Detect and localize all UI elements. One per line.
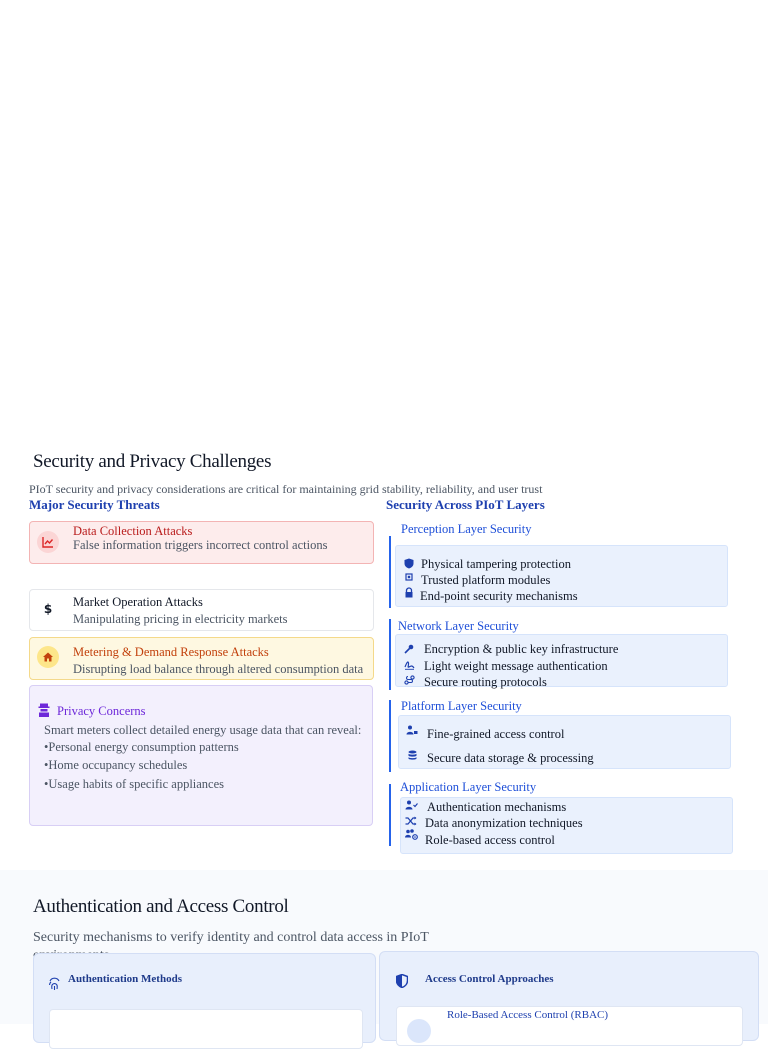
- application-box: [400, 797, 733, 854]
- layer-divider: [389, 784, 391, 846]
- perception-box: [395, 545, 728, 607]
- auth-method-card[interactable]: [49, 1009, 363, 1049]
- shield-icon: [403, 558, 415, 573]
- network-box: [395, 634, 728, 687]
- threat-title: Market Operation Attacks: [73, 595, 203, 609]
- privacy-item: Home occupancy schedules: [48, 758, 188, 772]
- layer-title-perception: Perception Layer Security: [401, 522, 532, 536]
- approach-title: Role-Based Access Control (RBAC): [447, 1009, 609, 1021]
- platform-box: [398, 715, 731, 769]
- panel-title: Access Control Approaches: [425, 973, 554, 985]
- threats-heading: Major Security Threats: [29, 497, 160, 512]
- chip-icon: [403, 572, 415, 586]
- list-item: Data anonymization techniques: [425, 816, 583, 830]
- chart-line-icon: [37, 531, 59, 553]
- list-item: Trusted platform modules: [421, 573, 551, 587]
- threat-title: Metering & Demand Response Attacks: [73, 645, 269, 659]
- list-item: •Usage habits of specific appliances: [44, 777, 225, 791]
- key-icon: [403, 644, 415, 658]
- list-item: •Home occupancy schedules: [44, 758, 188, 772]
- layers-heading: Security Across PIoT Layers: [386, 497, 545, 512]
- user-lock-icon: [406, 725, 418, 739]
- layer-divider: [389, 536, 391, 608]
- list-item: Secure data storage & processing: [427, 751, 594, 765]
- shield-half-icon: [396, 974, 408, 988]
- privacy-item: Usage habits of specific appliances: [48, 777, 225, 791]
- list-item: End-point security mechanisms: [420, 589, 578, 603]
- list-item: Fine-grained access control: [427, 727, 565, 741]
- signature-icon: [403, 660, 415, 674]
- home-icon: [37, 646, 59, 668]
- database-icon: [406, 750, 418, 764]
- access-approach-card[interactable]: [396, 1006, 743, 1046]
- route-icon: [403, 675, 415, 689]
- layer-title-platform: Platform Layer Security: [401, 699, 522, 713]
- privacy-intro: Smart meters collect detailed energy usage data that can reveal:: [44, 723, 362, 737]
- list-item: Encryption & public key infrastructure: [424, 642, 619, 656]
- list-item: •Personal energy consumption patterns: [44, 740, 239, 754]
- threat-desc: Disrupting load balance through altered consumption data: [73, 662, 364, 676]
- privacy-card[interactable]: [29, 685, 373, 826]
- panel-title: Authentication Methods: [68, 973, 182, 985]
- list-item: Physical tampering protection: [421, 557, 571, 571]
- threat-desc: Manipulating pricing in electricity markets: [73, 612, 288, 626]
- lock-icon: [403, 587, 415, 602]
- list-item: Secure routing protocols: [424, 675, 547, 689]
- layer-title-application: Application Layer Security: [400, 780, 537, 794]
- privacy-title: Privacy Concerns: [57, 704, 146, 718]
- fingerprint-icon: [48, 977, 61, 991]
- user-secret-icon: [38, 703, 50, 717]
- threat-card-market-operation[interactable]: [29, 589, 374, 631]
- approach-icon-circle: [407, 1019, 431, 1043]
- section-subtitle: PIoT security and privacy considerations are critical for maintaining grid stability, reliability, and user trust: [29, 482, 543, 496]
- section-title: Security and Privacy Challenges: [33, 451, 272, 472]
- dollar-icon: $: [43, 602, 53, 616]
- threat-card-data-collection[interactable]: [29, 521, 374, 564]
- privacy-item: Personal energy consumption patterns: [48, 740, 239, 754]
- layer-divider: [389, 700, 391, 772]
- shuffle-icon: [405, 816, 417, 830]
- section-title: Authentication and Access Control: [33, 896, 289, 917]
- access-control-panel: [379, 951, 759, 1041]
- layer-title-network: Network Layer Security: [398, 619, 519, 633]
- section-subtitle: Security mechanisms to verify identity and control data access in PIoT: [33, 930, 429, 945]
- list-item: Light weight message authentication: [424, 659, 608, 673]
- layer-divider: [389, 619, 391, 690]
- threat-desc: False information triggers incorrect control actions: [73, 538, 328, 552]
- user-check-icon: [405, 800, 417, 814]
- threat-title: Data Collection Attacks: [73, 524, 193, 538]
- threat-card-metering[interactable]: [29, 637, 374, 680]
- list-item: Authentication mechanisms: [427, 800, 567, 814]
- users-cog-icon: [405, 829, 417, 844]
- list-item: Role-based access control: [425, 833, 555, 847]
- auth-methods-panel: [33, 953, 376, 1043]
